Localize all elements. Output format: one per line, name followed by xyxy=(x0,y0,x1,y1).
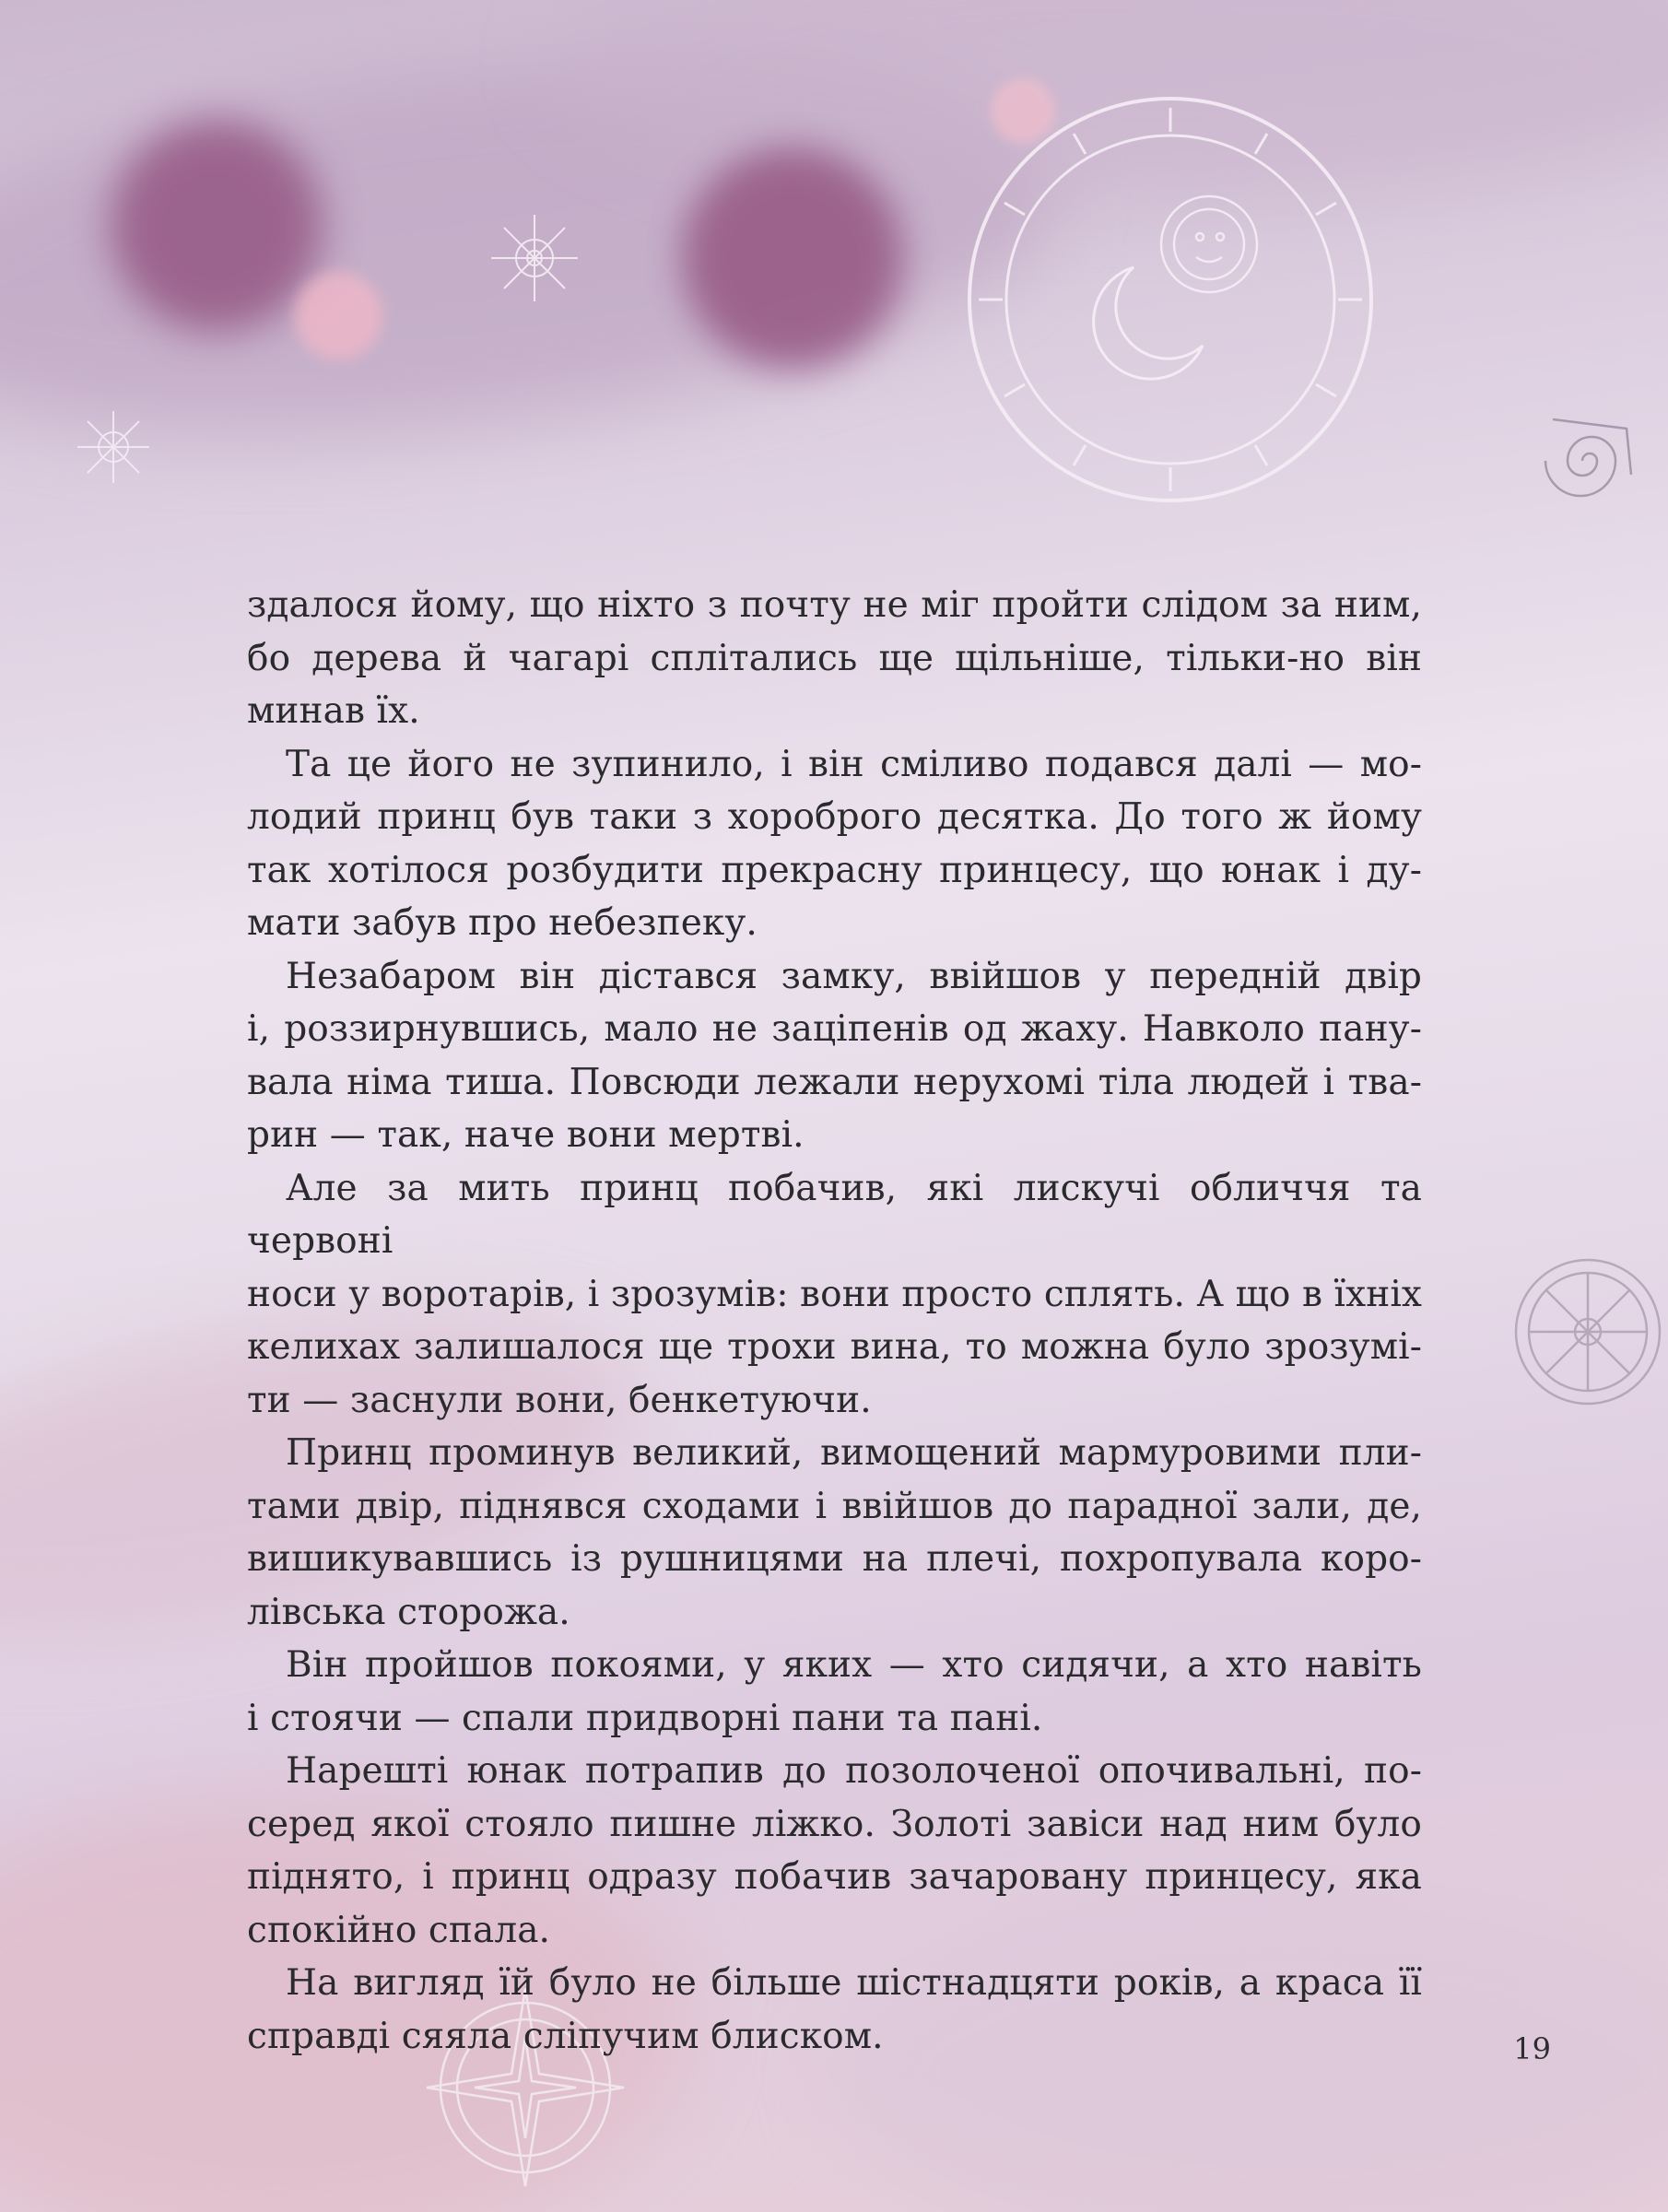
snowflake-icon xyxy=(72,406,155,488)
story-text xyxy=(247,579,1422,2063)
clock-icon xyxy=(958,88,1382,512)
text-line: Він пройшов покоями, у яких — хто сидячи, а хто навіть xyxy=(286,1644,1422,1686)
text-line: і стоячи — спали придворні пани та пані. xyxy=(247,1697,1043,1739)
text-line: здалося йому, що ніхто з почту не міг пройти слідом за ним, xyxy=(247,584,1422,626)
text-line: ти — заснули вони, бенкетуючи. xyxy=(247,1379,872,1421)
text-line: серед якої стояло пишне ліжко. Золоті завіси над ним було xyxy=(247,1803,1422,1845)
text-line: Незабаром він дістався замку, ввійшов у передній двір xyxy=(286,955,1422,997)
text-line: мати забув про небезпеку. xyxy=(247,902,758,944)
pink-bokeh xyxy=(295,272,382,359)
text-line: Та це його не зупинило, і він сміливо подався далі — мо- xyxy=(286,743,1422,785)
shell-icon xyxy=(1525,392,1645,530)
plum-bokeh xyxy=(682,147,903,369)
text-line: так хотілося розбудити прекрасну принцесу, що юнак і ду- xyxy=(247,849,1422,891)
text-line: і, роззирнувшись, мало не заціпенів од жаху. Навколо пану- xyxy=(247,1008,1422,1050)
text-line: Принц проминув великий, вимощений мармуровими пли- xyxy=(286,1432,1422,1474)
text-line: Нарешті юнак потрапив до позолоченої опочивальні, по- xyxy=(286,1750,1422,1792)
text-line: рин — так, наче вони мертві. xyxy=(247,1114,805,1156)
text-line: лодий принц був таки з хороброго десятка. До того ж йому xyxy=(247,796,1422,838)
page-number: 19 xyxy=(1513,2031,1551,2066)
text-line: спокійно спала. xyxy=(247,1909,551,1951)
text-line: носи у воротарів, і зрозумів: вони просто сплять. А що в їхніх xyxy=(247,1273,1422,1315)
sun-icon xyxy=(1161,196,1257,292)
text-line: тами двір, піднявся сходами і ввійшов до парадної зали, де, xyxy=(247,1485,1422,1527)
text-line: лівська сторожа. xyxy=(247,1591,570,1633)
text-line: вала німа тиша. Повсюди лежали нерухомі тіла людей і тва- xyxy=(247,1061,1422,1103)
wheel-icon xyxy=(1509,1253,1666,1410)
snowflake-icon xyxy=(484,207,585,309)
text-line: вишикувавшись із рушницями на плечі, похропувала коро- xyxy=(247,1538,1422,1580)
text-line: минав їх. xyxy=(247,690,420,732)
text-line: Але за мить принц побачив, які лискучі обличчя та червоні xyxy=(247,1167,1422,1262)
text-line: келихах залишалося ще трохи вина, то можна було зрозумі- xyxy=(247,1326,1422,1368)
text-line: На вигляд їй було не більше шістнадцяти років, а краса її xyxy=(286,1962,1422,2004)
text-line: справді сяяла сліпучим блиском. xyxy=(247,2015,884,2057)
text-line: піднято, і принц одразу побачив зачаровану принцесу, яка xyxy=(247,1856,1422,1898)
plum-bokeh xyxy=(111,120,323,332)
text-line: бо дерева й чагарі сплітались ще щільніше, тільки-но він xyxy=(247,637,1422,679)
moon-icon xyxy=(1094,267,1203,379)
